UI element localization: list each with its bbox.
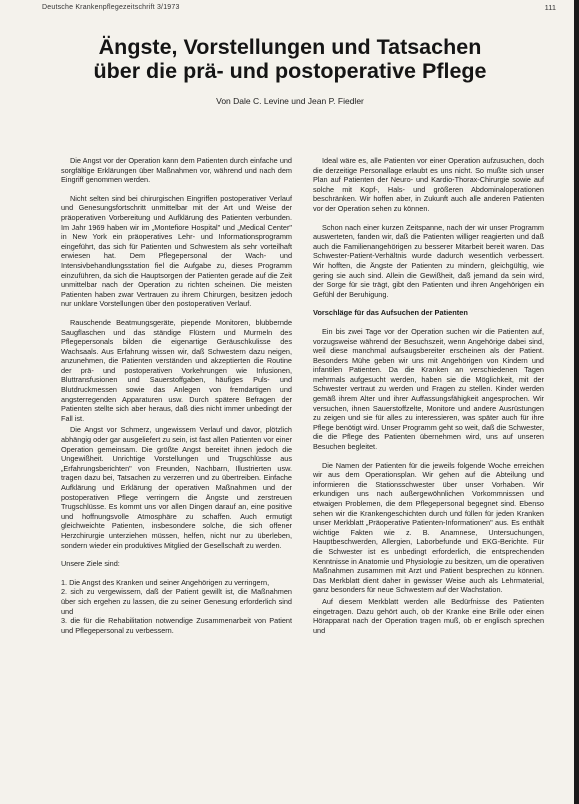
article-title	[40, 35, 540, 83]
right-paragraph-4: Die Namen der Patienten für die jeweils folgende Woche erreichen wir aus dem Operationsplan. Wir gehen auf die Abteilung und informieren die Stationsschwester über unser Vorhaben. Wir erkundigen uns nach außergewöhnlichen Vorkommnissen und etwaigen Problemen, die dem Pflegepersonal begegnet sind. Ebenso sehen wir die Krankengeschichten durch und füllen für jeden Kranken unser Merkblatt „Präoperative Patienten-Informationen" aus. Es enthält wichtige Fakten wie z. B. Anamnese, Untersuchungen, Hauptbeschwerden, Allergien, Laborbefunde und EKG-Berichte. Für die Schwester ist es unbedingt erforderlich, die entsprechenden Kenntnisse in Anatomie und Physiologie zu besitzen, um die operativen Maßnahmen zusammen mit Arzt und Patient besprechen zu können. Das Merkblatt dient daher in gewisser Weise auch als Lehrmaterial, ganz besonders für neue Schwestern auf der Wachstation.	[313, 460, 544, 595]
title-line-1: Ängste, Vorstellungen und Tatsachen	[98, 35, 482, 59]
right-paragraph-3: Ein bis zwei Tage vor der Operation suchen wir die Patienten auf, vorzugsweise während der Besuchszeit, wenn Angehörige dabei sind, weil diese manchmal aufsaugsbereiter erscheinen als der Patient. Besonders Mühe geben wir uns mit Angehörigen von Kindern und infantilen Patienten. Da die Kranken an verschiedenen Tagen mehrmals aufgesucht werden, haben sie die Möglichkeit, mit der Schwester vertraut zu werden und Fragen zu stellen. Kinder werden gemäß ihrem Alter und ihrer Auffassungsfähigkeit angesprochen. Wir versuchen, ihnen Sauerstoffzelte, Monitore und andere Ausrüstungen zu zeigen und sie für alles zu interessieren, was später auch für ihre Pflege benötigt wird. Unser Programm geht so weit, daß die Schwester, die die Pflege des Patienten übernehmen wird, uns auf unseren Besuchen begleitet.	[313, 326, 544, 452]
author-line: Von Dale C. Levine und Jean P. Fiedler	[216, 96, 364, 106]
right-paragraph-1: Ideal wäre es, alle Patienten vor einer Operation aufzusuchen, doch die derzeitige Personallage erlaubt es uns nicht. So mußte sich unser Plan auf Patienten der Neuro- und Kardio-Thorax-Chirurgie sowie auf solche mit Kopf-, Hals- und größeren Abdominaloperationen beschränken. Wir hoffen aber, in Zukunft auch alle anderen Patienten vor der Operation sehen zu können.	[313, 156, 544, 213]
goals-list	[61, 578, 292, 636]
section-heading: Vorschläge für das Aufsuchen der Patienten	[313, 308, 468, 318]
title-line-2: über die prä- und postoperative Pflege	[93, 59, 487, 83]
right-paragraph-5: Auf diesem Merkblatt werden alle Bedürfnisse des Patienten eingetragen. Dazu gehört auch, ob der Kranke eine Brille oder einen Hörapparat nach der Operation tragen muß, ob er englisch sprechen und	[313, 596, 544, 635]
left-paragraph-4: Die Angst vor Schmerz, ungewissem Verlauf und davor, plötzlich abhängig oder gar ausgeliefert zu sein, ist fast allen Patienten vor einer Operation gemeinsam. Die größte Angst bereitet ihnen jedoch die Ungewißheit. Unrichtige Vorstellungen und Trugschlüsse aus „Erfahrungsberichten" von Freunden, Nachbarn, Illustrierten usw. tragen dazu bei, Tatsachen zu verzerren und zu übertreiben. Einfache Aufklärung und Erklärung der operativen Maßnahmen und der postoperativen Pflege verringern die Ängste und zerstreuen Trugschlüsse. Es kommt uns vor allen Dingen darauf an, eine positive und hoffnungsvolle Atmosphäre zu schaffen. Auch ermutigt gleichweichte Patienten, insbesondere solche, die sich offener Herzchirurgie unterziehen müssen, helfen, nicht nur zu überleben, sondern wieder ein produktives Mitglied der Gesellschaft zu werden.	[61, 425, 292, 550]
goal-item-3: 3. die für die Rehabilitation notwendige Zusammenarbeit von Patient und Pflegepersonal zu verbessern.	[61, 616, 292, 635]
goal-item-2: 2. sich zu vergewissern, daß der Patient gewillt ist, die Maßnahmen über sich ergehen zu lassen, die zu seiner Genesung erforderlich sind und	[61, 587, 292, 616]
right-paragraph-2: Schon nach einer kurzen Zeitspanne, nach der wir unser Programm auswerteten, fanden wir, daß die Patienten williger reagierten und daß auch die Familienangehörigen zu besserer Mitarbeit bereit waren. Das Schwester-Patient-Verhältnis wurde dadurch wesentlich verbessert. Wir hofften, die Ängste der Patienten zu mindern, gleichgültig, wie gering sie auch sind. Allein die Gewißheit, daß jemand da sein wird, der Sorge für sie trägt, gibt den Patienten und ihren Angehörigen ein Gefühl der Beruhigung.	[313, 222, 544, 299]
left-column	[61, 156, 292, 800]
left-paragraph-1: Die Angst vor der Operation kann dem Patienten durch einfache und sorgfältige Erklärungen über Maßnahmen vor, während und nach dem Eingriff genommen werden.	[61, 156, 292, 185]
left-paragraph-3: Rauschende Beatmungsgeräte, piepende Monitoren, blubbernde Saugflaschen und das ständige Flüstern und Murmeln des Pflegepersonals bilden die eigenartige Geräuschkulisse des Wachsaals. Aus Erfahrung wissen wir, daß Schwestern dazu neigen, anzunehmen, die Patienten verständen und akzeptierten die Routine der prä- und postoperativen Vorkehrungen wie Infusionen, Bluttransfusionen und Sauerstoffgaben, häufiges Puls- und Blutdruckmessen sowie das Anlegen von fremdartigen und angsterregenden Apparaturen usw. Durch spätere Befragen der Patienten stellte sich aber heraus, daß dies nicht immer unbedingt der Fall ist.	[61, 317, 292, 423]
running-head: Deutsche Krankenpflegezeitschrift 3/1973	[42, 4, 180, 11]
goal-item-1: 1. Die Angst des Kranken und seiner Angehörigen zu verringern,	[61, 577, 270, 587]
page-number: 111	[544, 3, 556, 12]
left-paragraph-2: Nicht selten sind bei chirurgischen Eingriffen postoperativer Verlauf und Genesungsfortschritt unmittelbar mit der Art und Weise der präoperativen Vorbereitung und Aufklärung des Patienten verbunden. Im Jahr 1969 haben wir im „Montefiore Hospital" und „Medical Center" in New York ein präoperatives Lehr- und Informationsprogramm eingeführt, das sich für Patienten und Schwestern als sehr vorteilhaft erwiesen hat. Dem Pflegepersonal der Wach- und Intensivbehandlungsstation fiel die Aufgabe zu, dieses Programm einzuführen, da sich die Hauptsorgen der Patienten gerade auf die Zeit unmittelbar nach der Operation zu richten scheinen. Die meisten Patienten haben zwar Vertrauen zu ihrem Chirurgen, besitzen jedoch nur unklare Vorstellungen über den postoperativen Verlauf.	[61, 193, 292, 309]
right-column	[313, 156, 544, 800]
goals-heading: Unsere Ziele sind:	[61, 559, 120, 569]
